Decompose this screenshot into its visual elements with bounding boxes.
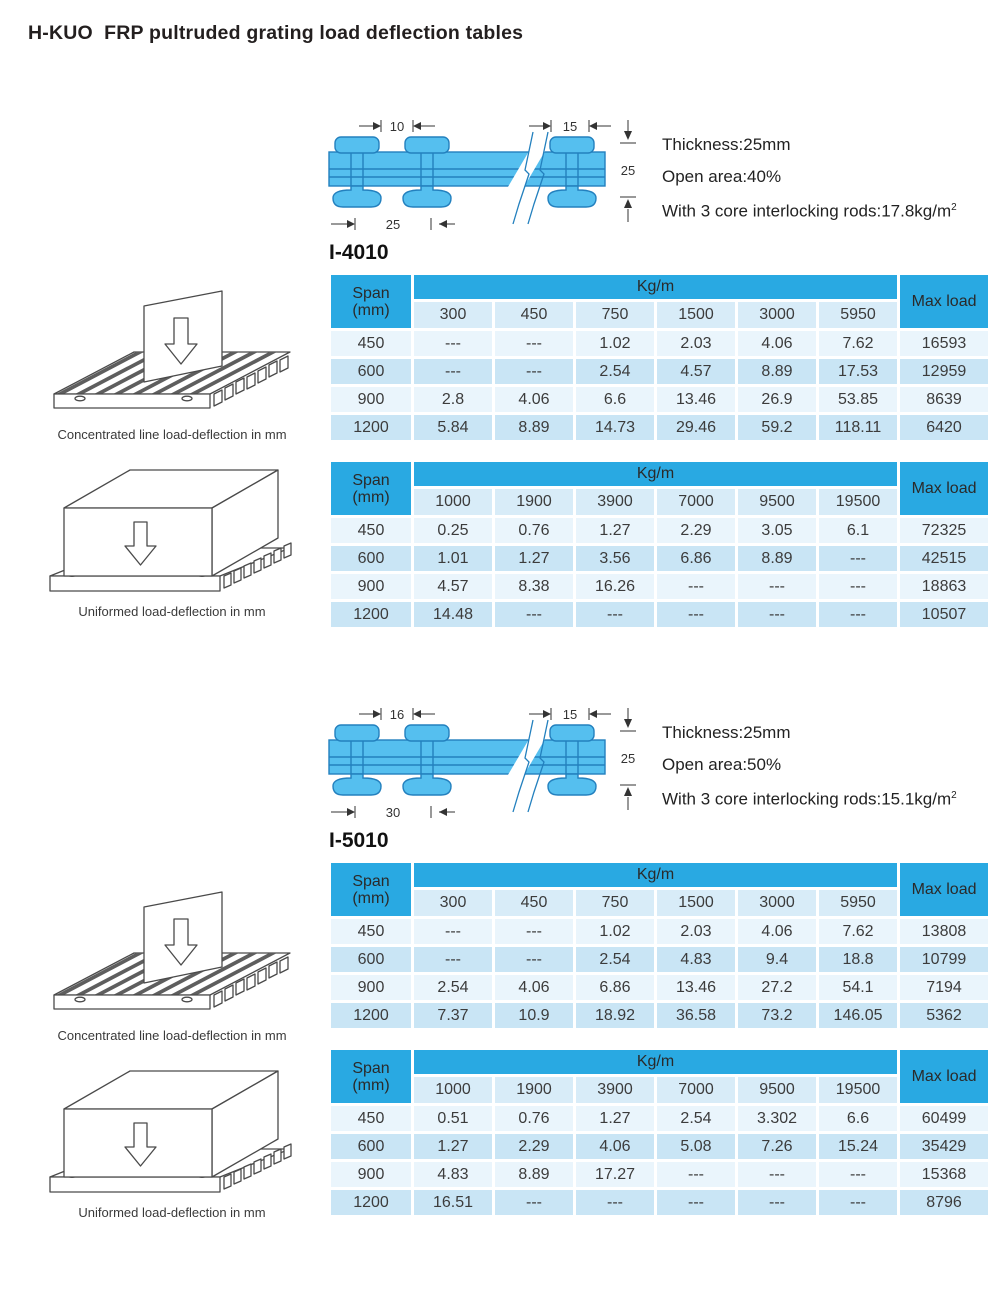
deflection-cell: 2.54 — [576, 359, 654, 384]
deflection-cell: --- — [819, 602, 897, 627]
max-load-cell: 18863 — [900, 574, 988, 599]
concentrated-load-caption: Concentrated line load-deflection in mm — [57, 427, 287, 442]
deflection-cell: 5.84 — [414, 415, 492, 440]
deflection-cell: 0.25 — [414, 518, 492, 543]
table-row — [331, 415, 988, 440]
uniform-load-table — [328, 1047, 991, 1218]
deflection-cell: 6.6 — [576, 387, 654, 412]
deflection-cell: 17.53 — [819, 359, 897, 384]
table-row — [331, 359, 988, 384]
load-value-header: 1900 — [495, 489, 573, 515]
deflection-cell: 0.76 — [495, 1106, 573, 1131]
deflection-cell: 18.92 — [576, 1003, 654, 1028]
deflection-cell: 0.51 — [414, 1106, 492, 1131]
deflection-cell: --- — [657, 1190, 735, 1215]
deflection-cell: 9.4 — [738, 947, 816, 972]
deflection-cell: --- — [495, 359, 573, 384]
deflection-cell: 18.8 — [819, 947, 897, 972]
dim-top-left: 10 — [389, 119, 405, 134]
deflection-cell: 36.58 — [657, 1003, 735, 1028]
span-unit-label: (mm) — [352, 889, 390, 907]
load-values-row — [331, 489, 988, 515]
deflection-cell: --- — [495, 602, 573, 627]
spec-weight-sup: 2 — [951, 790, 957, 801]
dim-bottom: 30 — [385, 805, 401, 820]
deflection-cell: 3.05 — [738, 518, 816, 543]
dim-top-left: 16 — [389, 707, 405, 722]
header-row — [331, 863, 988, 887]
span-label: Span — [352, 471, 390, 489]
load-value-header: 7000 — [657, 1077, 735, 1103]
table-row — [331, 947, 988, 972]
deflection-cell: 1.27 — [414, 1134, 492, 1159]
span-cell: 600 — [331, 947, 411, 972]
table-header — [331, 275, 988, 328]
deflection-cell: 14.48 — [414, 602, 492, 627]
span-cell: 600 — [331, 546, 411, 571]
spec-list — [662, 135, 957, 233]
deflection-cell: --- — [819, 1162, 897, 1187]
deflection-cell: --- — [414, 331, 492, 356]
deflection-cell: 1.02 — [576, 331, 654, 356]
span-cell: 450 — [331, 331, 411, 356]
deflection-cell: 53.85 — [819, 387, 897, 412]
table-body — [331, 331, 988, 440]
table-header — [331, 863, 988, 916]
deflection-cell: 1.27 — [576, 1106, 654, 1131]
uniform-load-caption: Uniformed load-deflection in mm — [78, 604, 266, 619]
span-cell: 600 — [331, 359, 411, 384]
max-load-cell: 5362 — [900, 1003, 988, 1028]
max-load-cell: 35429 — [900, 1134, 988, 1159]
deflection-cell: --- — [657, 574, 735, 599]
deflection-cell: 1.27 — [576, 518, 654, 543]
spec-open-area: Open area:50% — [662, 754, 782, 774]
table-body — [331, 1106, 988, 1215]
deflection-cell: 2.54 — [414, 975, 492, 1000]
span-label: Span — [352, 872, 390, 890]
span-cell: 1200 — [331, 1190, 411, 1215]
deflection-cell: 2.8 — [414, 387, 492, 412]
deflection-cell: 2.29 — [495, 1134, 573, 1159]
max-load-header: Max load — [900, 275, 988, 328]
page-title: H-KUO FRP pultruded grating load deflection tables — [28, 22, 524, 44]
deflection-cell: 2.03 — [657, 331, 735, 356]
deflection-cell: 59.2 — [738, 415, 816, 440]
deflection-cell: 4.06 — [738, 331, 816, 356]
table-row — [331, 1190, 988, 1215]
deflection-cell: --- — [414, 947, 492, 972]
deflection-cell: 10.9 — [495, 1003, 573, 1028]
deflection-cell: --- — [738, 574, 816, 599]
deflection-cell: 1.02 — [576, 919, 654, 944]
max-load-cell: 10799 — [900, 947, 988, 972]
span-unit-label: (mm) — [352, 1076, 390, 1094]
spec-thickness: Thickness:25mm — [662, 135, 791, 154]
concentrated-load-table — [328, 272, 991, 443]
table-row — [331, 1134, 988, 1159]
deflection-cell: 8.89 — [738, 359, 816, 384]
grating-cross-section-diagram — [325, 700, 657, 826]
deflection-cell: 3.302 — [738, 1106, 816, 1131]
deflection-cell: 13.46 — [657, 387, 735, 412]
max-load-cell: 60499 — [900, 1106, 988, 1131]
deflection-cell: 73.2 — [738, 1003, 816, 1028]
deflection-cell: 4.06 — [576, 1134, 654, 1159]
deflection-cell: 2.54 — [657, 1106, 735, 1131]
illustrations-column — [0, 601, 330, 1251]
load-value-header: 9500 — [738, 1077, 816, 1103]
deflection-cell: --- — [819, 574, 897, 599]
deflection-cell: --- — [495, 1190, 573, 1215]
deflection-cell: 15.24 — [819, 1134, 897, 1159]
span-unit-label: (mm) — [352, 488, 390, 506]
table-header — [331, 1050, 988, 1103]
deflection-cell: 3.56 — [576, 546, 654, 571]
max-load-cell: 15368 — [900, 1162, 988, 1187]
table-row — [331, 1003, 988, 1028]
deflection-cell: 8.89 — [495, 415, 573, 440]
deflection-cell: 0.76 — [495, 518, 573, 543]
load-value-header: 19500 — [819, 489, 897, 515]
deflection-cell: 6.86 — [657, 546, 735, 571]
spec-thickness: Thickness:25mm — [662, 723, 791, 742]
header-row — [331, 275, 988, 299]
uniform-load-illustration — [42, 448, 314, 600]
span-cell: 1200 — [331, 415, 411, 440]
deflection-cell: 5.08 — [657, 1134, 735, 1159]
deflection-cell: --- — [738, 1190, 816, 1215]
load-value-header: 3900 — [576, 489, 654, 515]
load-value-header: 3900 — [576, 1077, 654, 1103]
max-load-cell: 13808 — [900, 919, 988, 944]
deflection-cell: 1.01 — [414, 546, 492, 571]
span-label: Span — [352, 1059, 390, 1077]
max-load-header: Max load — [900, 863, 988, 916]
span-unit-label: (mm) — [352, 301, 390, 319]
concentrated-load-illustration — [42, 282, 314, 428]
illustrations-column — [0, 0, 330, 650]
table-row — [331, 518, 988, 543]
load-value-header: 5950 — [819, 890, 897, 916]
load-value-header: 3000 — [738, 890, 816, 916]
load-value-header: 1000 — [414, 1077, 492, 1103]
load-values-row — [331, 890, 988, 916]
span-header — [331, 462, 411, 515]
load-value-header: 1900 — [495, 1077, 573, 1103]
span-cell: 600 — [331, 1134, 411, 1159]
load-value-header: 1000 — [414, 489, 492, 515]
model-label: I-5010 — [329, 829, 389, 852]
deflection-cell: --- — [414, 359, 492, 384]
table-row — [331, 919, 988, 944]
span-cell: 900 — [331, 1162, 411, 1187]
load-value-header: 750 — [576, 890, 654, 916]
dim-top-right: 15 — [562, 707, 578, 722]
load-value-header: 3000 — [738, 302, 816, 328]
load-value-header: 750 — [576, 302, 654, 328]
deflection-cell: 4.06 — [495, 387, 573, 412]
header-row — [331, 462, 988, 486]
table-row — [331, 331, 988, 356]
deflection-cell: 17.27 — [576, 1162, 654, 1187]
max-load-cell: 10507 — [900, 602, 988, 627]
deflection-cell: --- — [819, 1190, 897, 1215]
span-cell: 1200 — [331, 1003, 411, 1028]
max-load-cell: 8639 — [900, 387, 988, 412]
span-cell: 900 — [331, 975, 411, 1000]
table-row — [331, 1162, 988, 1187]
load-value-header: 1500 — [657, 302, 735, 328]
deflection-cell: 2.54 — [576, 947, 654, 972]
deflection-cell: 6.1 — [819, 518, 897, 543]
span-cell: 1200 — [331, 602, 411, 627]
uniform-load-caption: Uniformed load-deflection in mm — [78, 1205, 266, 1220]
load-value-header: 7000 — [657, 489, 735, 515]
span-header — [331, 863, 411, 916]
deflection-cell: 2.03 — [657, 919, 735, 944]
deflection-cell: 6.6 — [819, 1106, 897, 1131]
deflection-cell: 4.06 — [495, 975, 573, 1000]
deflection-cell: 4.57 — [657, 359, 735, 384]
dim-height: 25 — [620, 751, 636, 766]
spec-weight-sup: 2 — [951, 202, 957, 213]
grating-cross-section-diagram — [325, 112, 657, 238]
max-load-cell: 7194 — [900, 975, 988, 1000]
spec-weight-text: With 3 core interlocking rods:15.1kg/m — [662, 789, 952, 809]
span-cell: 450 — [331, 518, 411, 543]
spec-list — [662, 723, 957, 821]
table-row — [331, 975, 988, 1000]
deflection-cell: 4.06 — [738, 919, 816, 944]
concentrated-load-illustration — [42, 883, 314, 1029]
deflection-cell: 16.51 — [414, 1190, 492, 1215]
load-values-row — [331, 302, 988, 328]
span-cell: 900 — [331, 574, 411, 599]
deflection-cell: 146.05 — [819, 1003, 897, 1028]
deflection-cell: 8.38 — [495, 574, 573, 599]
spec-open-area: Open area:40% — [662, 166, 782, 186]
load-value-header: 450 — [495, 302, 573, 328]
load-value-header: 19500 — [819, 1077, 897, 1103]
load-value-header: 5950 — [819, 302, 897, 328]
deflection-cell: 29.46 — [657, 415, 735, 440]
spec-weight — [662, 198, 957, 222]
deflection-cell: --- — [576, 602, 654, 627]
section-i5010 — [0, 588, 1000, 1238]
span-cell: 900 — [331, 387, 411, 412]
kgm-header: Kg/m — [414, 462, 897, 486]
span-label: Span — [352, 284, 390, 302]
deflection-cell: 8.89 — [738, 546, 816, 571]
deflection-cell: 26.9 — [738, 387, 816, 412]
load-values-row — [331, 1077, 988, 1103]
table-body — [331, 919, 988, 1028]
load-value-header: 1500 — [657, 890, 735, 916]
load-value-header: 300 — [414, 302, 492, 328]
span-header — [331, 275, 411, 328]
kgm-header: Kg/m — [414, 863, 897, 887]
spec-weight-text: With 3 core interlocking rods:17.8kg/m — [662, 201, 952, 221]
deflection-cell: --- — [414, 919, 492, 944]
deflection-cell: --- — [738, 1162, 816, 1187]
load-value-header: 9500 — [738, 489, 816, 515]
deflection-cell: 8.89 — [495, 1162, 573, 1187]
max-load-cell: 8796 — [900, 1190, 988, 1215]
deflection-cell: --- — [495, 947, 573, 972]
model-label: I-4010 — [329, 241, 389, 264]
span-cell: 450 — [331, 1106, 411, 1131]
table-row — [331, 387, 988, 412]
concentrated-load-table — [328, 860, 991, 1031]
deflection-cell: 13.46 — [657, 975, 735, 1000]
span-header — [331, 1050, 411, 1103]
deflection-cell: 4.83 — [414, 1162, 492, 1187]
dim-height: 25 — [620, 163, 636, 178]
deflection-cell: 4.57 — [414, 574, 492, 599]
uniform-load-illustration — [42, 1049, 314, 1201]
deflection-cell: --- — [495, 331, 573, 356]
table-row — [331, 1106, 988, 1131]
deflection-cell: 7.62 — [819, 919, 897, 944]
deflection-cell: --- — [576, 1190, 654, 1215]
deflection-cell: 14.73 — [576, 415, 654, 440]
deflection-cell: 54.1 — [819, 975, 897, 1000]
deflection-cell: 7.26 — [738, 1134, 816, 1159]
load-value-header: 300 — [414, 890, 492, 916]
deflection-cell: --- — [495, 919, 573, 944]
table-row — [331, 546, 988, 571]
dim-top-right: 15 — [562, 119, 578, 134]
deflection-cell: 2.29 — [657, 518, 735, 543]
kgm-header: Kg/m — [414, 275, 897, 299]
deflection-cell: 7.37 — [414, 1003, 492, 1028]
deflection-cell: 6.86 — [576, 975, 654, 1000]
deflection-cell: --- — [657, 1162, 735, 1187]
table-header — [331, 462, 988, 515]
dim-bottom: 25 — [385, 217, 401, 232]
header-row — [331, 1050, 988, 1074]
deflection-cell: 16.26 — [576, 574, 654, 599]
load-value-header: 450 — [495, 890, 573, 916]
max-load-cell: 12959 — [900, 359, 988, 384]
spec-weight — [662, 786, 957, 810]
max-load-cell: 6420 — [900, 415, 988, 440]
max-load-cell: 72325 — [900, 518, 988, 543]
max-load-header: Max load — [900, 462, 988, 515]
deflection-cell: --- — [738, 602, 816, 627]
deflection-cell: 1.27 — [495, 546, 573, 571]
max-load-header: Max load — [900, 1050, 988, 1103]
kgm-header: Kg/m — [414, 1050, 897, 1074]
deflection-cell: 27.2 — [738, 975, 816, 1000]
max-load-cell: 42515 — [900, 546, 988, 571]
span-cell: 450 — [331, 919, 411, 944]
deflection-cell: 4.83 — [657, 947, 735, 972]
deflection-cell: 7.62 — [819, 331, 897, 356]
concentrated-load-caption: Concentrated line load-deflection in mm — [57, 1028, 287, 1043]
deflection-cell: 118.11 — [819, 415, 897, 440]
max-load-cell: 16593 — [900, 331, 988, 356]
deflection-cell: --- — [819, 546, 897, 571]
deflection-cell: --- — [657, 602, 735, 627]
